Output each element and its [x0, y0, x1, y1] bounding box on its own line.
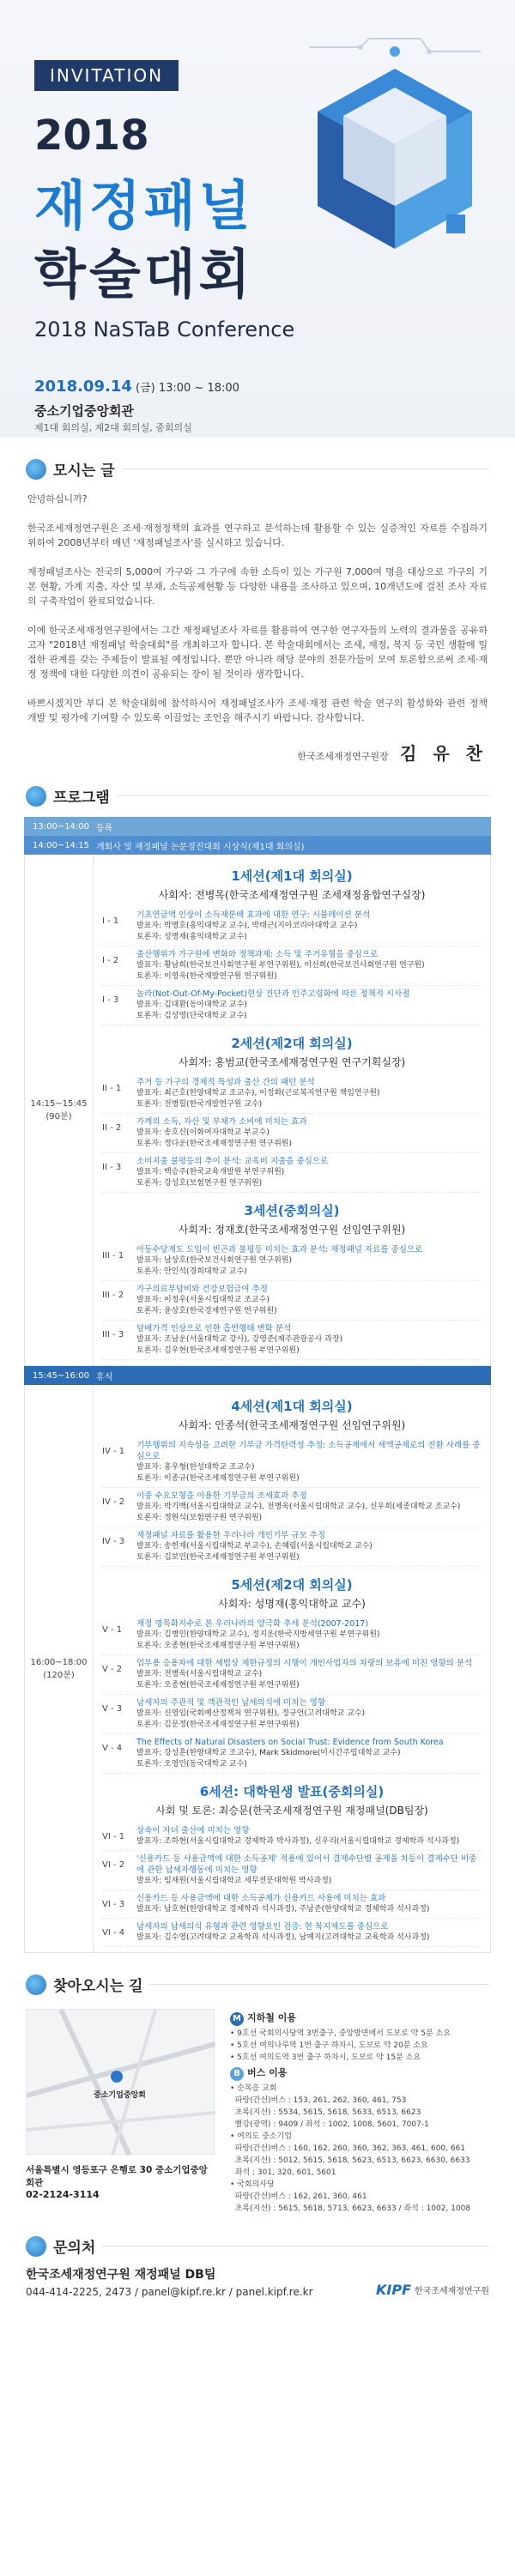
contact — [0, 2257, 515, 2298]
talk-number: V - 3 — [102, 1704, 123, 1714]
hero-title-line2: 학술대회 — [34, 243, 254, 305]
directions-header — [0, 1974, 515, 1995]
talk-discussant: 토론자: 오종현(한국조세재정연구원 부연구위원) — [136, 1642, 300, 1650]
talk-details — [136, 1853, 482, 1887]
talk-details — [136, 910, 482, 943]
transport-line: • 순복음 교회 — [230, 2084, 277, 2093]
talk-details — [136, 1284, 482, 1317]
talk-row — [102, 1527, 482, 1567]
talk-number: I - 3 — [102, 995, 119, 1005]
talk-discussant: 토론자: 정다운(한국조세재정연구원 연구위원) — [136, 1140, 292, 1148]
talk-row — [102, 1321, 482, 1360]
signature — [0, 740, 515, 765]
transport-line: 파랑(간선)버스 : 153, 261, 262, 360, 461, 753 — [230, 2096, 407, 2105]
talk-title: 상속이 자녀 출산에 미치는 영향 — [136, 1826, 250, 1835]
talk-title: 납세자의 주관적 및 객관적인 납세의식에 미치는 영향 — [136, 1698, 326, 1708]
talk-presenter: 발표자: 신영임(국회예산정책처 연구위원), 정규언(고려대학교 교수) — [136, 1709, 366, 1718]
map-venue-label: 중소기업중앙회 — [94, 2091, 146, 2100]
talk-presenter: 발표자: 백승주(한국교육개발원 부연구위원) — [136, 1168, 285, 1176]
talk-presenter: 발표자: 김대환(동아대학교 교수) — [136, 1001, 247, 1009]
talk-number: I - 2 — [102, 956, 119, 965]
logo-mark: KIPF — [376, 2282, 412, 2298]
talk-title: '신용카드 등 사용금액에 대한 소득공제' 적용에 있어서 결제수단별 공제율 차등이 결제수단 비중에 관한 납세자행동에 미치는 영향 — [136, 1854, 477, 1875]
transport-line: 빨강(광역) : 9409 / 좌석 : 1002, 1008, 5601, 7007-1 — [230, 2120, 429, 2129]
transport-line: 초록(지선) : 5534, 5615, 5618, 5633, 6513, 6623 — [230, 2108, 421, 2117]
talk-number: III - 3 — [102, 1330, 124, 1339]
talk-title: 기부행위의 지속성을 고려한 기부금 가격탄력성 추정: 소득공제에서 세액공제로의 전환 사례를 중심으로 — [136, 1441, 481, 1461]
talk-title: 주거 등 가구의 경제적 특성과 출산 간의 패턴 분석 — [136, 1078, 315, 1087]
hero-banner — [0, 0, 515, 438]
talk-row — [102, 946, 482, 986]
talk-title: 소비지출 불평등의 추이 분석: 교육비 지출을 중심으로 — [136, 1157, 329, 1166]
talk-number: V - 4 — [102, 1744, 123, 1753]
signature-name: 김 유 찬 — [400, 743, 488, 764]
talk-title: 아동수당제도 도입이 빈곤과 불평등 미치는 효과 분석: 재정패널 자료를 중심으로 — [136, 1245, 423, 1255]
talk-discussant: 토론자: 김문정(한국조세재정연구원 부연구위원) — [136, 1720, 300, 1729]
logo-text: 한국조세재정연구원 — [415, 2287, 489, 2296]
subway-icon: M — [230, 2012, 244, 2026]
talk-presenter: 발표자: 박기백(서울시립대학교 교수), 전병욱(서울시립대학교 교수), 신우희(세종대학교 조교수) — [136, 1503, 461, 1511]
subway-heading: M 지하철 이용 — [230, 2012, 489, 2026]
session-chair: 사회자: 안종석(한국조세재정연구원 선임연구위원) — [178, 1419, 406, 1431]
registration-row: 13:00~14:00 등록 — [24, 817, 491, 836]
location-map[interactable] — [26, 2009, 215, 2155]
talk-details — [136, 1156, 482, 1189]
talk-number: I - 1 — [102, 916, 119, 926]
talk-presenter: 발표자: 송헌재(서울시립대학교 부교수), 손혜림(서울시립대학교 교수) — [136, 1542, 373, 1551]
greeting-paragraph: 한국조세재정연구원은 조세·재정정책의 효과를 연구하고 분석하는데 활용할 수 있는 실증적인 자료를 수집하기 위하여 2008년부터 매년 '재정패널조사'를 실시하고 있습니다. — [27, 523, 488, 548]
talk-number: III - 1 — [102, 1251, 124, 1261]
bus-heading: B 버스 이용 — [230, 2067, 489, 2081]
talk-details — [136, 1921, 482, 1944]
talk-presenter: 발표자: 조남운(서울대학교 강사), 강영준(제주관광공사 과장) — [136, 1335, 343, 1344]
talk-presenter: 발표자: 전병욱(서울시립대학교 교수) — [136, 1670, 263, 1678]
session-title: 2세션(제2대 회의실) — [231, 1036, 353, 1051]
bullet-circle-icon — [26, 2236, 46, 2257]
talk-title: 기초연금액 인상이 소득재분배 효과에 대한 연구: 시뮬레이션 분석 — [136, 910, 371, 920]
divider — [149, 1984, 489, 1985]
talk-discussant: 토론자: 성명재(홍익대학교 교수) — [136, 933, 247, 941]
talk-row — [102, 1616, 482, 1655]
signature-role: 한국조세재정연구원장 — [297, 751, 389, 762]
talk-title: 가계의 소득, 자산 및 부채가 소비에 미치는 효과 — [136, 1117, 307, 1127]
talk-details — [136, 1440, 482, 1485]
transport-line: • 9호선 국회의사당역 3번출구, 중앙방면에서 도보로 약 5분 소요 — [230, 2029, 451, 2038]
talk-title: 담배가격 인상으로 인한 흡연행태 변화 분석 — [136, 1324, 292, 1333]
bus-icon: B — [230, 2067, 244, 2081]
transport-line: 파랑(간선)버스 : 160, 162, 260, 360, 362, 363, 461, 600, 661 — [230, 2144, 466, 2153]
break-row: 15:45~16:00 휴식 — [24, 1366, 491, 1385]
contact-header — [0, 2235, 515, 2257]
talk-presenter: 발표자: 박명호(홍익대학교 교수), 박태근(지아코리아대학교 교수) — [136, 922, 358, 930]
talk-discussant: 토론자: 김성영(단국대학교 교수) — [136, 1012, 247, 1020]
greeting-paragraph: 바쁘시겠지만 부디 본 학술대회에 참석하시어 재정패널조사가 조세·재정 관련 학술 연구의 활성화와 관련 정책 개발 및 평가에 기여할 수 있도록 이끌었는 조언을 해주시기 바랍니다. 감사합니다. — [27, 698, 488, 723]
talk-number: VI - 2 — [102, 1860, 125, 1870]
session-block-2 — [24, 1385, 491, 1953]
talk-row — [102, 1242, 482, 1281]
talk-presenter: 발표자: 임재원(서울시립대학교 세무전문대학원 박사과정) — [136, 1877, 332, 1885]
talk-title: 재정패널 자료를 활용한 우리나라 개인기부 규모 추정 — [136, 1531, 326, 1540]
talk-discussant: 토론자: 오종현(한국조세재정연구원 부연구위원) — [136, 1681, 300, 1690]
talk-row — [102, 1281, 482, 1321]
greeting-text — [0, 480, 515, 725]
venue-tel: 02-2124-3114 — [26, 2189, 100, 2200]
session-chair: 사회자: 홍범교(한국조세재정연구원 연구기획실장) — [178, 1056, 406, 1068]
talk-number: III - 2 — [102, 1291, 124, 1300]
directions-title: 찾아오시는 길 — [53, 1978, 143, 1995]
session-chair: 사회 및 토론: 최승문(한국조세재정연구원 재정패널(DB팀장) — [155, 1805, 428, 1817]
talk-title: 가구의료부담비와 건강보험급여 추정 — [136, 1285, 268, 1294]
talk-title: 이중 수요모형을 이용한 기부금의 조세효과 추정 — [136, 1491, 307, 1501]
talk-row — [102, 1890, 482, 1919]
talk-presenter: 발표자: 홍우형(한성대학교 조교수) — [136, 1463, 255, 1472]
program-table — [24, 817, 491, 1953]
directions — [0, 2009, 515, 2215]
talk-details — [136, 1618, 482, 1652]
talk-discussant: 토론자: 전병힐(한국개발연구원 교수) — [136, 1100, 263, 1109]
talk-details — [136, 949, 482, 983]
talk-number: VI - 3 — [102, 1900, 125, 1909]
talk-details — [136, 1893, 482, 1915]
map-column — [26, 2009, 215, 2215]
session-block-1 — [24, 855, 491, 1366]
session-title: 1세션(제1대 회의실) — [231, 868, 353, 884]
event-date: 2018.09.14 (금) 13:00 ~ 18:00 — [34, 378, 239, 396]
opening-row: 14:00~14:15 개회사 및 재정패널 논문경진대회 시상식(제1대 회의실) — [24, 836, 491, 855]
bullet-circle-icon — [26, 459, 46, 480]
session-title: 5세션(제2대 회의실) — [231, 1577, 353, 1593]
talk-details — [136, 1697, 482, 1731]
talk-number: II - 2 — [102, 1123, 122, 1133]
talk-title: 재정 명목화지수로 본 우리나라의 양극화 추세 분석(2007-2017) — [136, 1619, 369, 1629]
talk-row — [102, 1919, 482, 1947]
talk-title: 업무용 승용차에 대한 세법상 제한규정의 시행이 개인사업자의 차량의 보유에 미친 영향의 분석 — [136, 1659, 473, 1668]
talk-presenter: 발표자: 김병인(한양대학교 교수), 정지운(한국지방세연구원 부연구위원) — [136, 1630, 380, 1639]
talk-number: II - 1 — [102, 1084, 122, 1093]
talk-number: IV - 3 — [102, 1537, 125, 1546]
talk-details — [136, 1244, 482, 1278]
contact-title: 문의처 — [53, 2240, 96, 2257]
talk-row — [102, 1437, 482, 1488]
bullet-circle-icon — [26, 786, 46, 807]
greeting-paragraph: 재정패널조사는 전국의 5,000여 가구와 그 가구에 속한 소득이 있는 가구원 7,000여 명을 대상으로 가구의 기본 현황, 가계 지출, 자산 및 부채, 소득공제현황 등 다양한 내용을 조사하고 있으며, 10개년도에 걸친 조사 자료의 구축작업이 완료되었습니다. — [27, 566, 488, 607]
talk-number: VI - 4 — [102, 1928, 125, 1938]
talk-discussant: 토론자: 안인석(경희대학교 교수) — [136, 1267, 247, 1276]
greeting-paragraph: 안녕하십니까? — [27, 493, 88, 505]
talk-details — [136, 1737, 482, 1770]
kipf-logo — [376, 2282, 489, 2298]
talk-row — [102, 986, 482, 1025]
talk-number: V - 2 — [102, 1665, 123, 1674]
talk-presenter: 발표자: 강성훈(한양대학교 조교수), Mark Skidmore(미시간주립대학교 교수) — [136, 1749, 401, 1757]
talk-row — [102, 1655, 482, 1695]
map-roads — [27, 2010, 215, 2156]
talk-row — [102, 1823, 482, 1851]
talk-details — [136, 989, 482, 1022]
talk-row — [102, 1114, 482, 1153]
transport-line: 초록(지선) : 5615, 5618, 5713, 6623, 6633 / 좌석 : 1002, 1008 — [230, 2204, 471, 2213]
talk-discussant: 토론자: 오영민(동국대학교 교수) — [136, 1760, 247, 1769]
invitation-ribbon: INVITATION — [34, 60, 179, 91]
talk-discussant: 토론자: 윤상호(한국경제연구원 연구위원) — [136, 1307, 277, 1315]
session-chair: 사회자: 성명재(홍익대학교 교수) — [218, 1598, 366, 1610]
talk-presenter: 발표자: 남호현(한양대학교 경제학과 석사과정), 주남준(한양대학교 경제학과 석사과정) — [136, 1905, 430, 1914]
transport-line: 초록(지선) : 5012, 5615, 5618, 5623, 6513, 6623, 6630, 6633 — [230, 2156, 470, 2165]
talk-presenter: 발표자: 황남희(한국보건사회연구원 부연구위원), 이선희(한국보건사회연구원 연구원) — [136, 961, 425, 970]
greeting-header — [0, 458, 515, 480]
session-chair: 사회자: 정재호(한국조세재정연구원 선임연구위원) — [178, 1224, 406, 1236]
talk-discussant: 토론자: 이영욱(한국개발연구원 연구위원) — [136, 972, 277, 981]
program-header — [0, 785, 515, 807]
talk-row — [102, 1695, 482, 1734]
talk-title: The Effects of Natural Disasters on Social Trust: Evidence from South Korea — [136, 1738, 444, 1747]
hero-subtitle: 2018 NaSTaB Conference — [34, 317, 295, 342]
transport-line: 파랑(간선)버스 : 162, 261, 360, 461 — [230, 2192, 367, 2201]
talk-row — [102, 1153, 482, 1193]
talk-title: 놀라(Not-Out-Of-My-Pocket)현상 진단과 민주고령화에 따른 정책적 시사점 — [136, 989, 410, 999]
talk-discussant: 토론자: 김우현(한국조세재정연구원 부연구위원) — [136, 1346, 300, 1355]
transport-info — [215, 2009, 489, 2215]
block-sessions — [94, 855, 490, 1365]
talk-presenter: 발표자: 조하현(서울시립대학교 경제학과 박사과정), 신우리(서울시립대학교 경제학과 석사과정) — [136, 1837, 460, 1846]
talk-details — [136, 1323, 482, 1357]
event-rooms: 제1대 회의실, 제2대 회의실, 중회의실 — [34, 422, 192, 433]
cube-illustration — [292, 34, 489, 275]
talk-title: 신용카드 등 사용금액에 대한 소득공제가 신용카드 사용에 미치는 효과 — [136, 1894, 386, 1903]
greeting-paragraph: 이에 한국조세재정연구원에서는 그간 재정패널조사 자료를 활용하여 연구한 연구자들의 노력의 결과물을 공유하고자 "2018년 재정패널 학술대회"를 개최하고자 합니다. 본 학술대회에서는 조세, 재정, 복지 등 국민 생활에 밀접한 관계를 갖는 주제들이 발표될 예정입니다. 뿐만 아니라 해당 분야의 전문가들이 모여 토론함으로써 조세·재정 정책에 대한 다양한 의견이 공유되는 장이 될 것이라 생각합니다. — [27, 625, 488, 680]
talk-details — [136, 1491, 482, 1524]
talk-details — [136, 1658, 482, 1691]
talk-number: VI - 1 — [102, 1832, 125, 1841]
talk-presenter: 발표자: 이정우(서울시립대학교 조교수) — [136, 1296, 270, 1304]
hero-title-line1: 재정패널 — [34, 174, 254, 237]
hero-year: 2018 — [34, 112, 149, 160]
talk-details — [136, 1825, 482, 1847]
talk-presenter: 발표자: 송호신(이화여자대학교 부교수) — [136, 1128, 270, 1137]
talk-title: 납세자의 납세의식 유형과 관련 영향요인 검증: 현 복지제도를 중심으로 — [136, 1922, 389, 1932]
talk-number: IV - 1 — [102, 1447, 125, 1456]
talk-discussant: 토론자: 정원식(보험연구원 연구위원) — [136, 1514, 263, 1522]
subway-list — [230, 2028, 489, 2064]
contact-name: 한국조세재정연구원 재정패널 DB팀 — [26, 2268, 216, 2282]
session-chair: 사회자: 전병목(한국조세재정연구원 조세재정융합연구실장) — [158, 889, 426, 901]
talk-title: 출산행위가 가구원에 변화와 정책과제: 소득 및 주거유형을 중심으로 — [136, 950, 379, 959]
talk-row — [102, 1074, 482, 1114]
bus-list — [230, 2083, 489, 2215]
session-title: 6세션: 대학원생 발표(중회의실) — [199, 1784, 385, 1799]
talk-discussant: 토론자: 이종규(한국조세재정연구원 부연구위원) — [136, 1474, 300, 1483]
talk-row — [102, 1851, 482, 1890]
program-title: 프로그램 — [53, 789, 110, 807]
talk-number: IV - 2 — [102, 1497, 125, 1507]
talk-number: II - 3 — [102, 1163, 122, 1172]
block-sessions — [94, 1385, 490, 1952]
session-title: 4세션(제1대 회의실) — [231, 1399, 353, 1414]
talk-details — [136, 1530, 482, 1563]
talk-presenter: 발표자: 남상호(한국보건사회연구원 연구위원) — [136, 1256, 292, 1265]
venue-address: 서울특별시 영등포구 은행로 30 중소기업중앙회관 — [26, 2165, 208, 2188]
transport-line: • 국회의사당 — [230, 2180, 275, 2189]
transport-line: • 5호선 여의도역 3번 출구 하차시, 도보로 약 15분 소요 — [230, 2053, 421, 2062]
talk-row — [102, 1734, 482, 1774]
talk-details — [136, 1116, 482, 1150]
talk-discussant: 토론자: 김보민(한국조세재정연구원 부연구위원) — [136, 1553, 300, 1562]
map-pin-icon — [111, 2071, 123, 2083]
talk-details — [136, 1077, 482, 1110]
session-title: 3세션(중회의실) — [244, 1203, 340, 1218]
transport-line: • 5호선 여의나루역 1번 출구 하차시, 도보로 약 20분 소요 — [230, 2041, 428, 2050]
talk-discussant: 토론자: 강성호(보험연구원 연구위원) — [136, 1179, 263, 1188]
event-venue: 중소기업중앙회관 — [34, 403, 134, 419]
talk-presenter: 발표자: 김수영(고려대학교 교육학과 석사과정), 남예지(고려대학교 교육학과 석사과정) — [136, 1933, 430, 1942]
talk-row — [102, 907, 482, 946]
greeting-title: 모시는 글 — [53, 463, 115, 480]
divider — [117, 795, 489, 796]
transport-line: • 여의도 중소기업 — [230, 2132, 292, 2141]
transport-line: 좌석 : 301, 320, 601, 5601 — [230, 2168, 336, 2177]
block-time: 16:00~18:00 (120분) — [25, 1385, 94, 1952]
talk-row — [102, 1488, 482, 1527]
talk-number: V - 1 — [102, 1625, 123, 1635]
contact-details — [26, 2265, 313, 2298]
bullet-circle-icon — [26, 1974, 46, 1995]
contact-info[interactable]: 044-414-2225, 2473 / panel@kipf.re.kr / panel.kipf.re.kr — [26, 2286, 313, 2298]
block-time: 14:15~15:45 (90분) — [25, 855, 94, 1365]
talk-presenter: 발표자: 최근호(한양대학교 조교수), 이정화(근로복지연구원 책임연구원) — [136, 1089, 380, 1098]
